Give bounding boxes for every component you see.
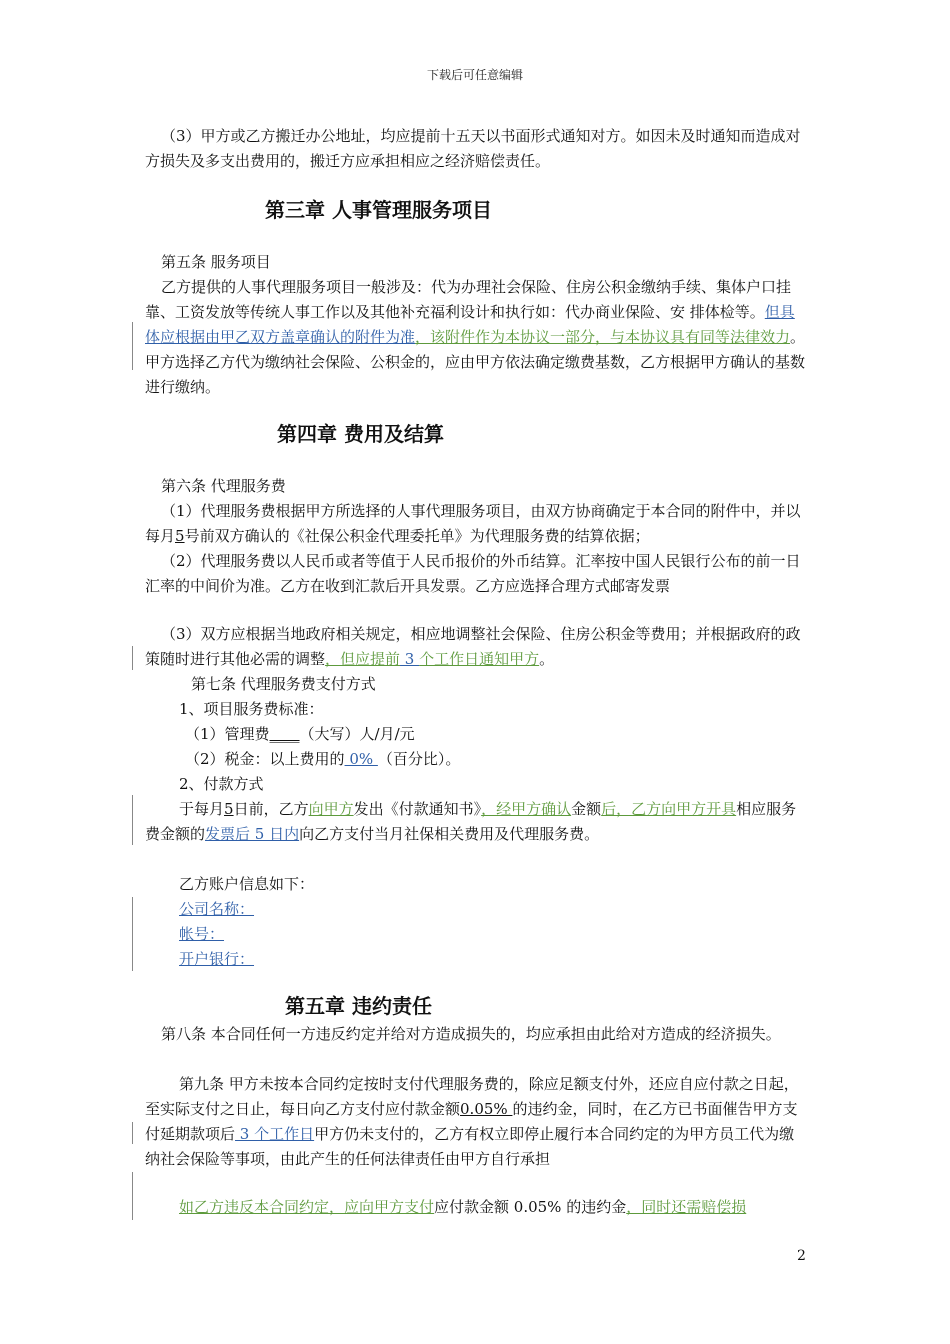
article-5-title: 第五条 服务项目 xyxy=(161,253,271,271)
revision-insert: 向甲方 xyxy=(308,800,354,818)
chapter-4-title: 第四章 费用及结算 xyxy=(277,422,444,446)
article-6-item-3: （3）双方应根据当地政府相关规定，相应地调整社会保险、住房公积金等费用；并根据政府的政策随时进行其他必需的调整，但应提前 3 个工作日通知甲方。 xyxy=(145,625,801,668)
account-info-title: 乙方账户信息如下： xyxy=(179,875,315,893)
article-6-item-2: （2）代理服务费以人民币或者等值于人民币报价的外币结算。汇率按中国人民银行公布的前一日汇率的中间价为准。乙方在收到汇款后开具发票。乙方应选择合理方式邮寄发票 xyxy=(145,552,801,595)
article-6-item-1: （1）代理服务费根据甲方所选择的人事代理服务项目，由双方协商确定于本合同的附件中，并以每月5号前双方确认的《社保公积金代理委托单》为代理服务费的结算依据； xyxy=(145,502,801,545)
breach-party-b: 如乙方违反本合同约定，应向甲方支付应付款金额 0.05% 的违约金，同时还需赔偿损 xyxy=(179,1198,747,1216)
revision-insert: ，但应提前 xyxy=(325,650,401,668)
revision-insert: 个工作日通知甲方 xyxy=(419,650,540,668)
chapter-5-title: 第五章 违约责任 xyxy=(285,994,432,1018)
revision-insert: 但具体应根据由甲乙双方盖章确认的附件为准 xyxy=(145,303,795,346)
account-bank: 开户银行： xyxy=(179,950,255,968)
revision-bar xyxy=(132,897,133,971)
article-9: 第九条 甲方未按本合同约定按时支付代理服务费的，除应足额支付外，还应自应付款之日起，至实际支付之日止，每日向乙方支付应付款金额0.05% 的违约金，同时，在乙方已书面催告甲方支付延期款项后 3 个工作日甲方仍未支付的，乙方有权立即停止履行本合同约定的为甲方员工代为缴纳社会保险等事项，由此产生的任何法律责任由甲方自行承担 xyxy=(145,1075,799,1168)
revision-insert: 后，乙方向甲方开具 xyxy=(601,800,737,818)
fee-line-management: （1）管理费____（大写）人/月/元 xyxy=(185,725,415,743)
revision-insert: ，该附件作为本协议一部分，与本协议具有同等法律效力 xyxy=(415,328,791,346)
article-7-item-1: 1、项目服务费标准： xyxy=(179,700,324,718)
revision-bar xyxy=(132,795,133,845)
fee-line-tax: （2）税金：以上费用的 0% （百分比）。 xyxy=(185,750,461,768)
article-6-title: 第六条 代理服务费 xyxy=(161,477,286,495)
revision-insert: 发票后 5 日内 xyxy=(205,825,300,843)
account-number: 帐号： xyxy=(179,925,225,943)
article-5-body: 乙方提供的人事代理服务项目一般涉及：代为办理社会保险、住房公积金缴纳手续、集体户口挂靠、工资发放等传统人事工作以及其他补充福利设计和执行如：代办商业保险、安 排体检等。但具体应根据由甲乙双方盖章确认的附件为准，该附件作为本协议一部分，与本协议具有同等法律效力。甲方选择乙方代为缴纳社会保险、公积金的，应由甲方依法确定缴费基数，乙方根据甲方确认的基数进行缴纳。 xyxy=(145,278,806,396)
article-7-item-2: 2、付款方式 xyxy=(179,775,264,793)
revision-insert: 3 个工作日 xyxy=(235,1125,315,1143)
revision-insert: ，经甲方确认 xyxy=(481,800,572,818)
page-header: 下载后可任意编辑 xyxy=(426,68,523,82)
page-number: 2 xyxy=(797,1248,806,1264)
revision-insert: ，同时还需赔偿损 xyxy=(626,1198,747,1216)
article-8: 第八条 本合同任何一方违反约定并给对方造成损失的，均应承担由此给对方造成的经济损失。 xyxy=(161,1025,781,1043)
article-7-title: 第七条 代理服务费支付方式 xyxy=(191,675,376,693)
revision-insert: 如乙方违反本合同约定，应向甲方支付 xyxy=(179,1198,435,1216)
revision-bar xyxy=(132,322,133,370)
payment-paragraph: 于每月5日前，乙方向甲方发出《付款通知书》，经甲方确认金额后，乙方向甲方开具相应服务费金额的发票后 5 日内向乙方支付当月社保相关费用及代理服务费。 xyxy=(145,800,797,843)
revision-bar xyxy=(132,1172,133,1220)
chapter-3-title: 第三章 人事管理服务项目 xyxy=(265,198,492,222)
paragraph-relocation: （3）甲方或乙方搬迁办公地址，均应提前十五天以书面形式通知对方。如因未及时通知而造成对方损失及多支出费用的，搬迁方应承担相应之经济赔偿责任。 xyxy=(145,127,801,170)
revision-bar xyxy=(132,1122,133,1144)
account-company-name: 公司名称： xyxy=(179,900,255,918)
revision-bar xyxy=(132,646,133,670)
